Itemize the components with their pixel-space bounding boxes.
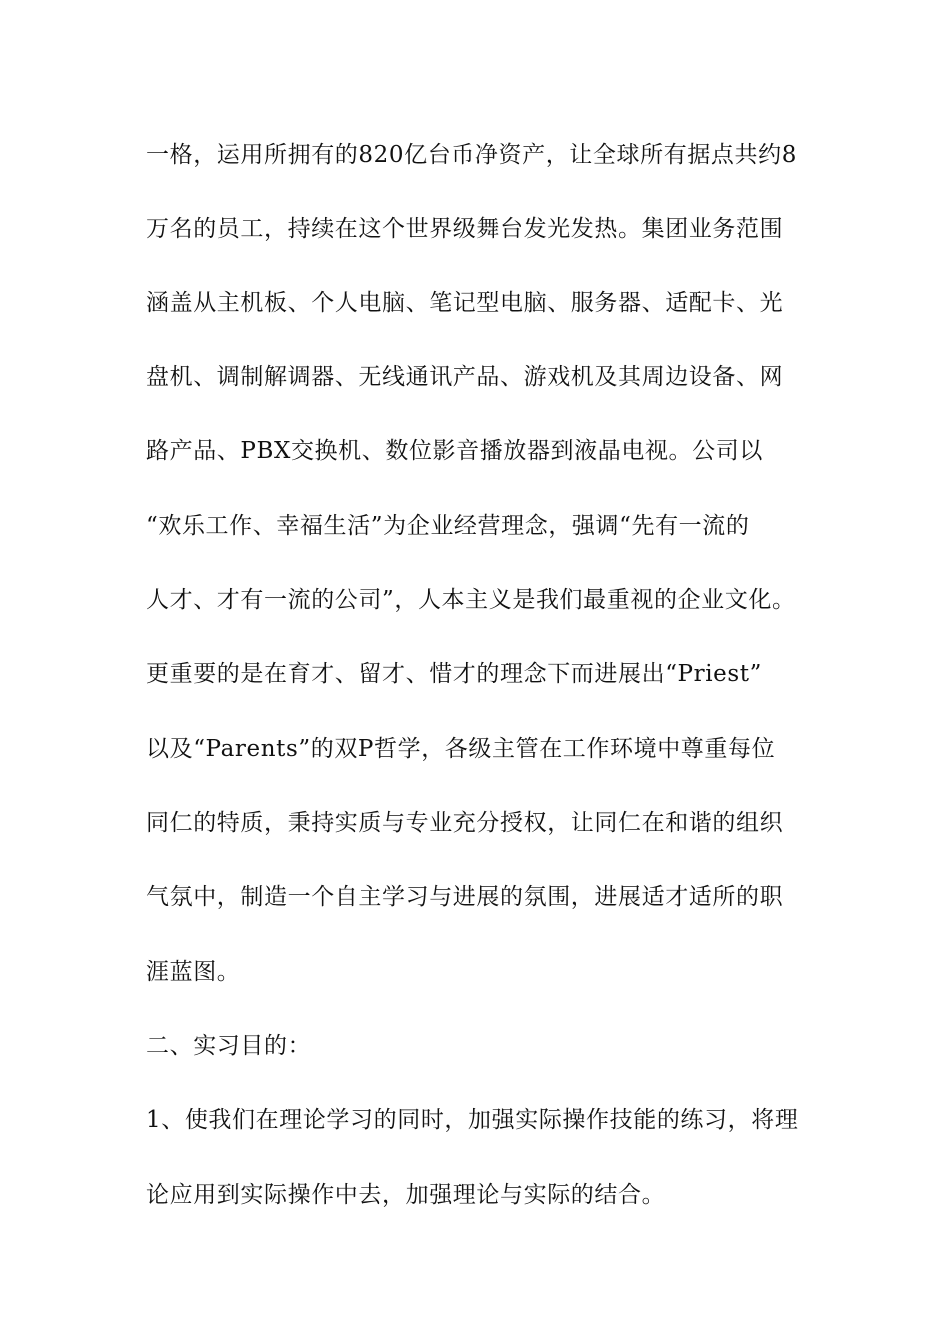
- list-item-line-1: 1、使我们在理论学习的同时，加强实际操作技能的练习，将理: [146, 1107, 799, 1133]
- paragraph-line-10: 同仁的特质，秉持实质与专业充分授权，让同仁在和谐的组织: [146, 810, 784, 836]
- paragraph-line-5: 路产品、PBX交换机、数位影音播放器到液晶电视。公司以: [146, 438, 763, 464]
- paragraph-line-8: 更重要的是在育才、留才、惜才的理念下而进展出“Priest”: [146, 661, 762, 687]
- section-heading: 二、实习目的：: [146, 1033, 312, 1059]
- paragraph-line-6: “欢乐工作、幸福生活”为企业经营理念，强调“先有一流的: [146, 513, 750, 539]
- paragraph-line-7: 人才、才有一流的公司”，人本主义是我们最重视的企业文化。: [146, 587, 796, 613]
- list-item-line-2: 论应用到实际操作中去，加强理论与实际的结合。: [146, 1182, 666, 1208]
- paragraph-line-2: 万名的员工，持续在这个世界级舞台发光发热。集团业务范围: [146, 216, 784, 242]
- paragraph-line-3: 涵盖从主机板、个人电脑、笔记型电脑、服务器、适配卡、光: [146, 290, 784, 316]
- paragraph-line-12: 涯蓝图。: [146, 959, 241, 985]
- paragraph-line-9: 以及“Parents”的双P哲学，各级主管在工作环境中尊重每位: [146, 736, 776, 762]
- paragraph-line-1: 一格，运用所拥有的820亿台币净资产，让全球所有据点共约8: [146, 142, 797, 168]
- paragraph-line-4: 盘机、调制解调器、无线通讯产品、游戏机及其周边设备、网: [146, 364, 784, 390]
- paragraph-line-11: 气氛中，制造一个自主学习与进展的氛围，进展适才适所的职: [146, 884, 784, 910]
